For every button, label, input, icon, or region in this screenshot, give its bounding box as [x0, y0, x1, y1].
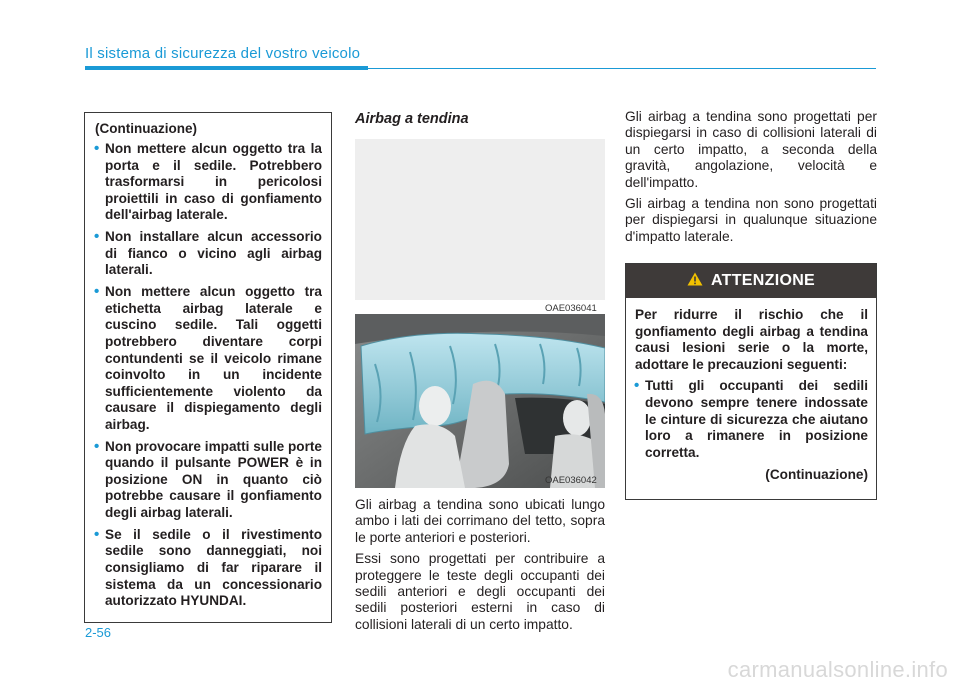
middle-body-text: [355, 497, 605, 638]
warning-item: • Se il sedile o il rivestimento sedile sono danneggiati, noi consigliamo di far riparare il sistema da un concessionario autorizzato HYUNDAI.: [95, 527, 322, 610]
header-rule-thin: [368, 68, 876, 70]
watermark-text: carmanualsonline.info: [727, 657, 948, 682]
warning-item: • Non mettere alcun oggetto tra etichetta airbag laterale e cuscino sedile. Tali oggetti potrebbero diventare corpi contundenti se il veicolo rimane coinvolto in un incidente sufficientemente violento da causare il dispiegamento degli airbag.: [95, 284, 322, 433]
warning-bullet-list: [95, 141, 322, 610]
paragraph: Gli airbag a tendina sono progettati per dispiegarsi in caso di collisioni laterali di un certo impatto, a seconda della gravità, angolazione, velocità e dell'impatto.: [625, 109, 877, 190]
warning-item: • Non installare alcun accessorio di fianco o vicino agli airbag laterali.: [95, 229, 322, 279]
paragraph: Essi sono progettati per contribuire a proteggere le teste degli occupanti dei sedili anteriori e degli occupanti dei sedili posteriori esterni in caso di collisioni laterali di un certo impatto.: [355, 551, 605, 632]
warning-triangle-icon: [687, 272, 703, 291]
section-header-title: Il sistema di sicurezza del vostro veicolo: [85, 45, 361, 62]
curtain-airbag-illustration: [355, 314, 605, 488]
continuation-label: (Continuazione): [765, 466, 868, 482]
figure-placeholder-1: [355, 139, 605, 300]
attention-box: [625, 263, 877, 500]
attention-title: ATTENZIONE: [710, 272, 816, 289]
paragraph: Gli airbag a tendina non sono progettati per dispiegarsi in qualunque situazione d'impatto laterale.: [625, 196, 877, 244]
curtain-airbag-illustration-svg: [355, 314, 605, 488]
warning-box-continued: [84, 112, 332, 623]
attention-bullet-list: [635, 378, 868, 461]
warning-item: • Non provocare impatti sulle porte quando il pulsante POWER è in posizione ON in quanto ciò potrebbe causare il gonfiamento degli airbag laterali.: [95, 439, 322, 522]
figure-code-1: OAE036041: [545, 303, 597, 314]
figure-code-2: OAE036042: [545, 475, 597, 486]
attention-body: [626, 298, 876, 482]
right-body-text: [625, 109, 877, 250]
continuation-label: (Continuazione): [95, 121, 197, 136]
warning-item: • Non mettere alcun oggetto tra la porta e il sedile. Potrebbero trasformarsi in pericolosi proiettili in caso di gonfiamento dell'airbag laterale.: [95, 141, 322, 224]
paragraph: Gli airbag a tendina sono ubicati lungo ambo i lati dei corrimano del tetto, sopra le porte anteriori e posteriori.: [355, 497, 605, 545]
header-rule-thick: [85, 66, 368, 70]
page-number: 2-56: [85, 625, 112, 640]
attention-item: • Tutti gli occupanti dei sedili devono sempre tenere indossate le cinture di sicurezza che aiutano loro a rimanere in posizione corretta.: [635, 378, 868, 461]
attention-lead: Per ridurre il rischio che il gonfiamento degli airbag a tendina causi lesioni serie o la morte, adottare le precauzioni seguenti:: [635, 307, 868, 372]
attention-header: [626, 264, 876, 298]
section-heading: Airbag a tendina: [355, 111, 469, 127]
